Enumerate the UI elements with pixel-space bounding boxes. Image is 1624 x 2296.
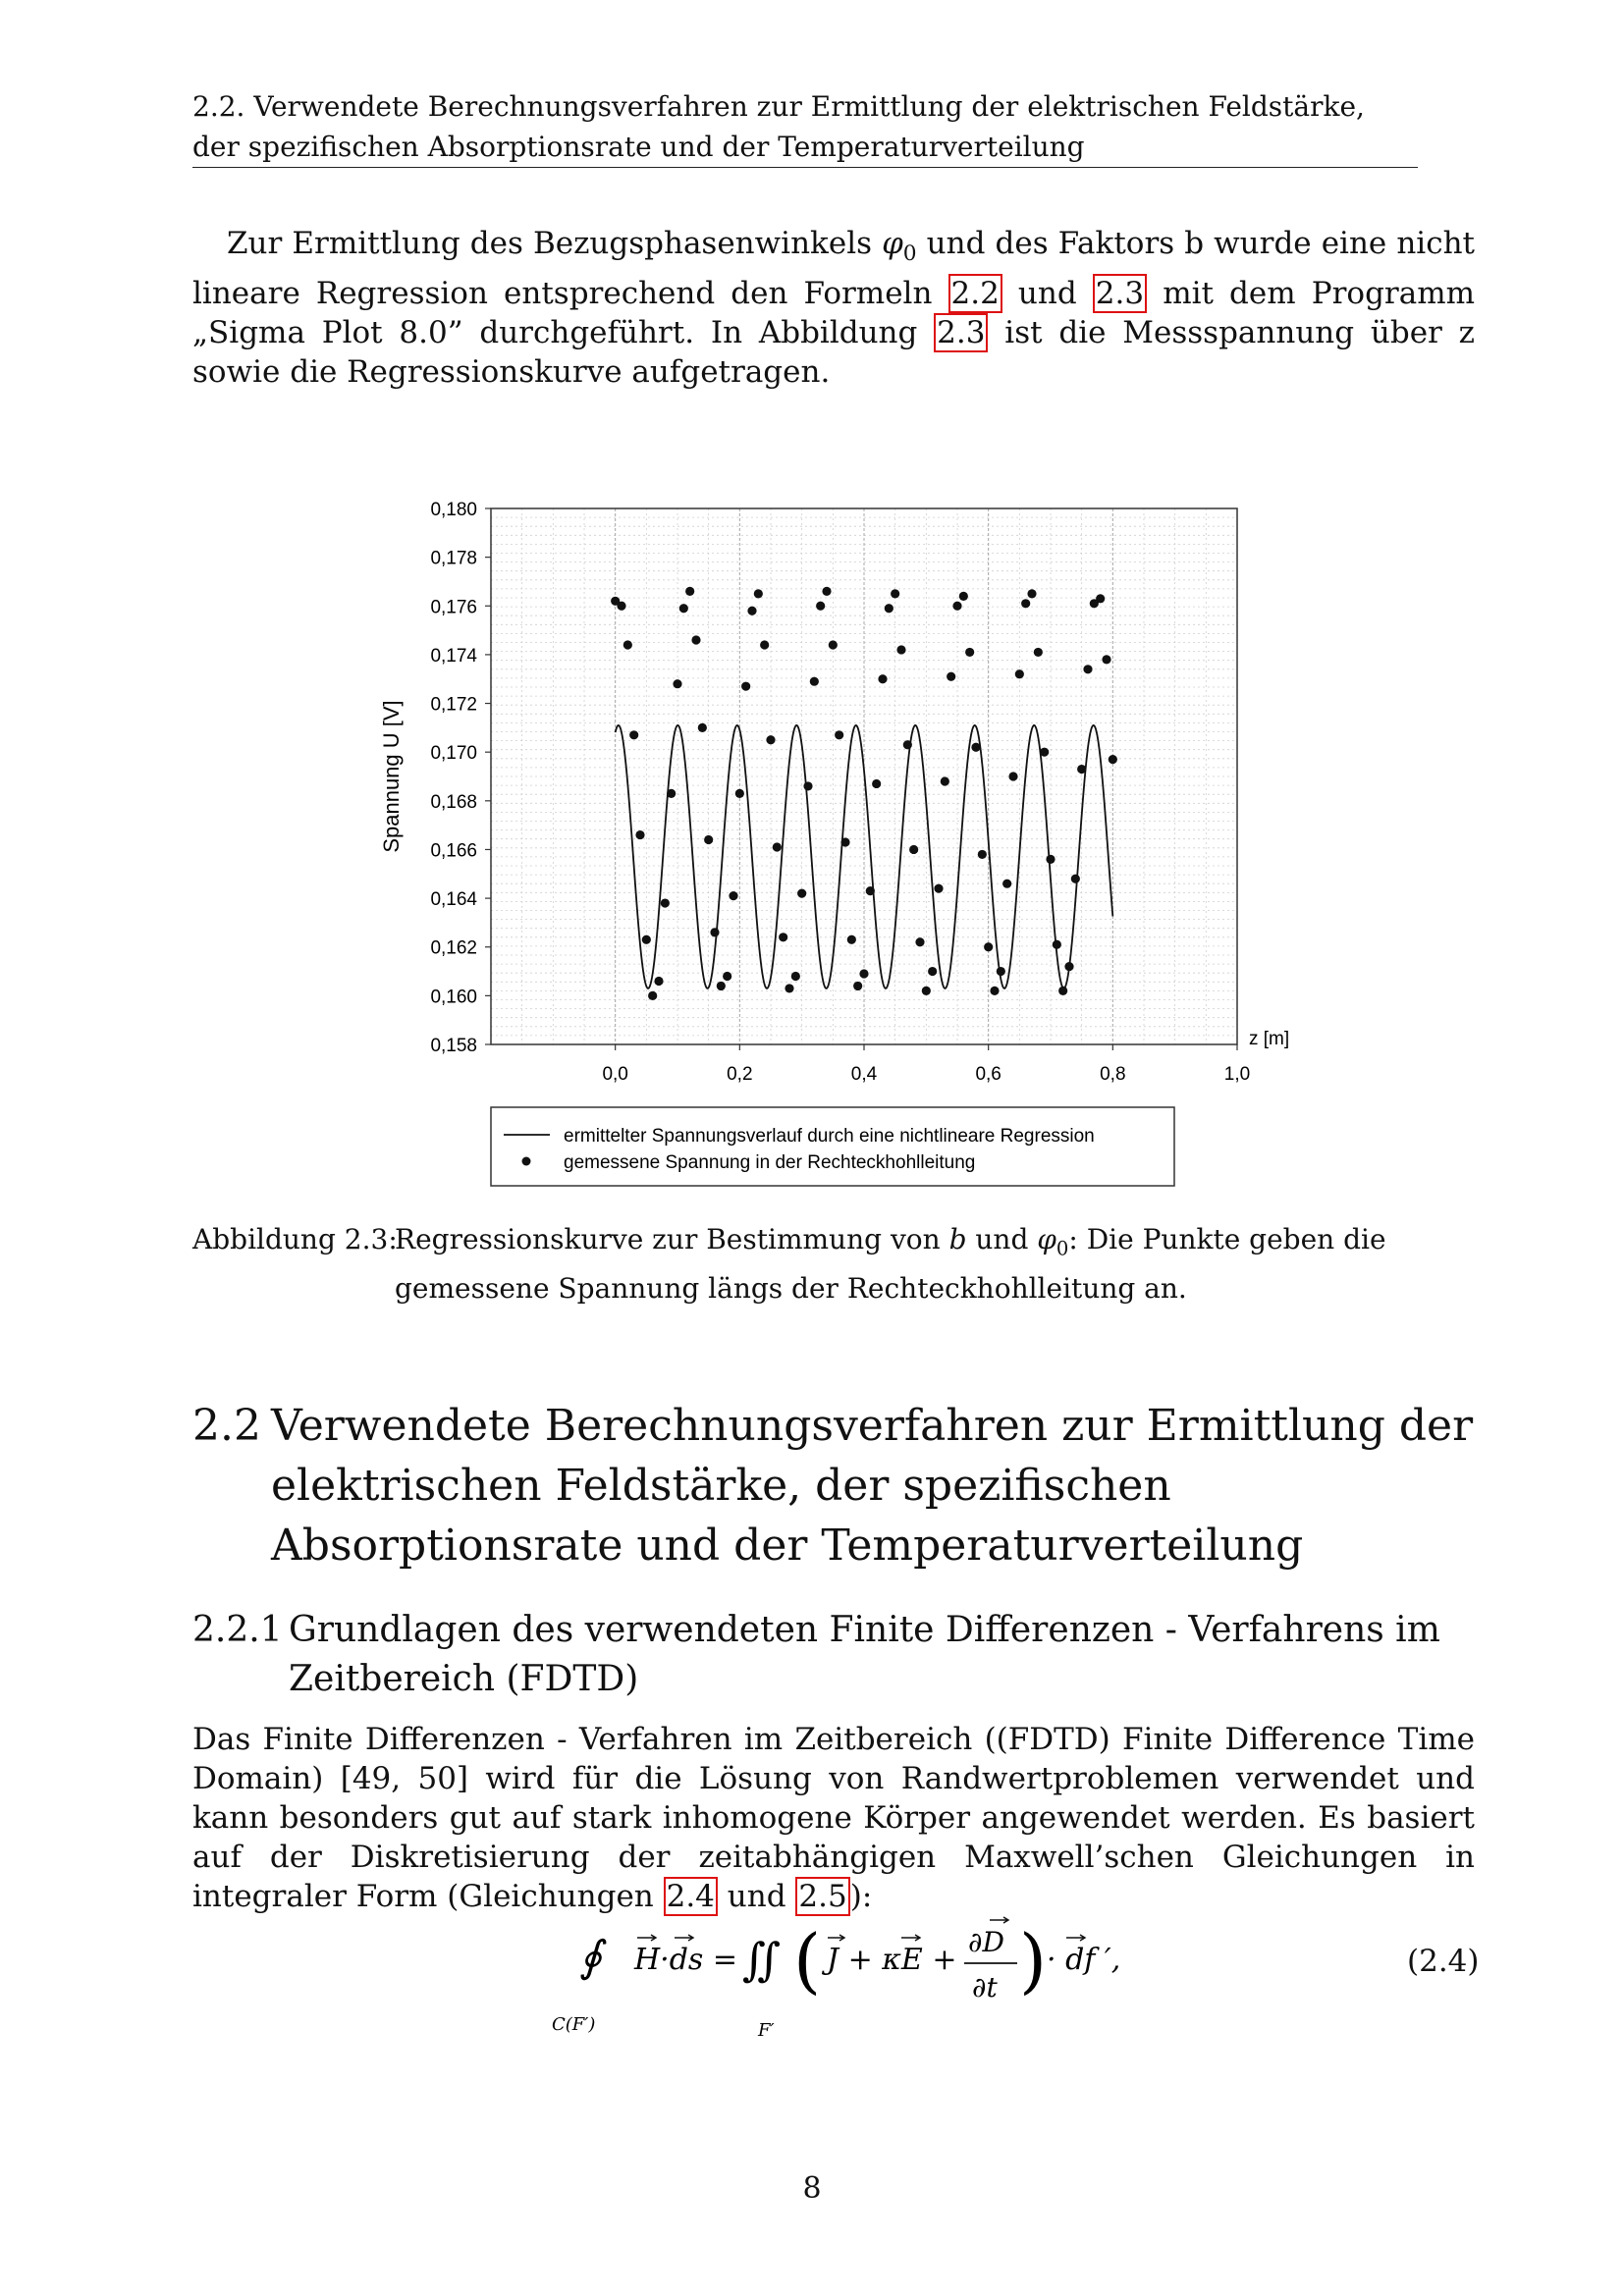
data-point [760,640,769,649]
y-tick-label: 0,172 [430,694,477,716]
data-point [1008,772,1017,780]
data-point [766,735,775,744]
section-number: 2.2 [192,1401,261,1451]
data-point [866,886,875,895]
data-point [853,982,862,990]
data-point [934,884,943,893]
x-tick-label: 0,6 [975,1064,1001,1085]
data-point [741,682,750,691]
legend-box [491,1107,1174,1186]
data-point [978,850,987,859]
y-tick-label: 0,180 [430,500,477,520]
data-point [642,935,651,944]
x-axis-ticks [602,1044,1250,1085]
data-point [710,928,719,936]
data-point [803,781,812,790]
data-point [661,898,670,907]
equation-number: (2.4) [1407,1944,1480,1979]
data-point [654,977,663,986]
data-point [891,589,899,598]
phi-symbol: φ [882,226,903,261]
data-point [1021,599,1030,608]
x-tick-label: 0,8 [1100,1064,1126,1085]
data-point [704,835,713,844]
data-point [990,987,999,995]
legend-dot-label: gemessene Spannung in der Rechteckhohlleitung [564,1152,976,1173]
data-point [679,604,688,613]
contour-subscript: C(F′) [552,2014,596,2035]
y-tick-label: 0,168 [430,791,477,813]
data-point [1071,875,1080,883]
y-tick-label: 0,178 [430,548,477,569]
subsection-number: 2.2.1 [192,1610,283,1650]
fraction-denominator: ∂t [972,1971,998,2003]
y-tick-label: 0,176 [430,597,477,618]
data-point [810,677,819,686]
data-point [872,779,881,788]
data-point [829,640,838,649]
data-point [717,982,726,990]
caption-label: Abbildung 2.3: [192,1223,398,1255]
y-tick-label: 0,166 [430,840,477,862]
data-point [909,845,918,854]
figure-caption [192,1220,1475,1308]
data-point [947,672,955,681]
arrow-df [1066,1935,1085,1941]
x-tick-label: 0,4 [850,1064,878,1085]
data-point [685,587,694,596]
fraction-numerator: ∂D [968,1926,1004,1958]
data-point [673,679,681,688]
left-paren: ( [793,1919,822,2002]
y-axis-label: Spannung U [V] [379,700,404,853]
data-point [729,891,737,900]
data-point [773,842,782,851]
ref-formula-2-2[interactable]: 2.2 [948,274,1002,313]
data-point [791,972,800,981]
data-point [885,604,893,613]
data-point [754,589,763,598]
data-point [1046,855,1055,864]
data-point [840,837,849,846]
data-point [698,723,707,732]
vector-arrows [637,1917,1085,1941]
surface-subscript: F′ [758,2020,775,2041]
regression-chart [363,491,1306,1217]
legend-dot-swatch [522,1157,531,1166]
x-tick-label: 1,0 [1223,1064,1251,1085]
right-paren: ) [1019,1919,1048,2002]
y-tick-label: 0,162 [430,937,477,959]
rhs-term: · df ′, [1047,1943,1121,1977]
y-tick-label: 0,160 [430,987,477,1008]
data-point [779,933,787,941]
arrow-ds [675,1935,693,1941]
data-point [1034,648,1043,657]
data-point [847,935,856,944]
data-point [1027,589,1036,598]
x-tick-label: 0,2 [727,1064,753,1085]
data-point [878,674,887,683]
data-point [903,740,912,749]
arrow-j [828,1935,844,1941]
y-axis-ticks [430,500,491,1056]
equation-2-4 [550,1914,1121,2042]
data-point [915,937,924,946]
data-point [785,984,793,992]
data-point [1015,669,1024,678]
j-term: J + κE + [827,1943,957,1977]
arrow-e [901,1935,920,1941]
data-point [629,730,638,739]
data-point [617,602,625,611]
caption-text: Regressionskurve zur Bestimmung von b und $\varphi_0$: Die Punkte geben die gemessene Spannung längs der Rechteckhohlleitung an. [395,1223,1386,1305]
data-point [822,587,831,596]
data-point [797,889,806,898]
x-tick-label: 0,0 [602,1064,628,1085]
data-point [928,967,937,976]
data-point [965,648,974,657]
data-point [971,743,980,752]
arrow-d [990,1917,1008,1923]
data-point [896,645,905,654]
data-point [1077,765,1086,774]
page-number: 8 [802,2171,822,2206]
y-tick-label: 0,158 [430,1036,477,1056]
data-point [959,592,968,601]
data-point [1109,755,1117,764]
data-point [835,730,843,739]
data-point [667,789,676,798]
legend-line-label: ermittelter Spannungsverlauf durch eine nichtlineare Regression [564,1126,1095,1147]
data-point [1102,655,1110,664]
data-point [691,635,700,644]
y-tick-label: 0,164 [430,889,477,911]
running-header: 2.2. Verwendete Berechnungsverfahren zur Ermittlung der elektrischen Feldstärke, der spezifischen Absorptionsrate und der Temperaturverteilung [192,90,1365,163]
data-point [1083,665,1092,673]
y-tick-label: 0,174 [430,645,477,667]
data-point [859,969,868,978]
ref-equation-2-5[interactable]: 2.5 [795,1877,849,1916]
data-point [723,972,731,981]
intro-paragraph: Zur Ermittlung des Bezugsphasenwinkels $\varphi_0$ und des Faktors b wurde eine nicht lineare Regression entsprechend den Formeln 2.2 und 2.3 mit dem Programm „Sigma Plot 8.0” durchgeführt. In Abbildung 2.3 ist die Messspannung über z sowie die Regressionskurve aufgetragen. [192,226,1476,391]
subsection-heading [192,1606,1475,1704]
ref-equation-2-4[interactable]: 2.4 [664,1877,718,1916]
arrow-h [637,1935,656,1941]
ref-figure-2-3[interactable]: 2.3 [934,313,988,352]
data-point [1040,748,1049,757]
subsection-title: Grundlagen des verwendeten Finite Differenzen - Verfahrens im Zeitbereich (FDTD) [289,1610,1440,1699]
data-point [735,789,744,798]
data-point [816,602,825,611]
data-point [635,830,644,839]
data-point [922,987,931,995]
data-point [941,776,949,785]
section-title: Verwendete Berechnungsverfahren zur Ermittlung der elektrischen Feldstärke, der spezifischen Absorptionsrate und der Temperaturverteilung [271,1401,1474,1571]
ref-formula-2-3[interactable]: 2.3 [1093,274,1147,313]
data-point [747,607,756,615]
data-point [1096,594,1105,603]
contour-integral: ∮ [579,1932,602,1982]
data-point [1058,987,1067,995]
data-point [1002,880,1011,888]
body-paragraph: Das Finite Differenzen - Verfahren im Zeitbereich ((FDTD) Finite Difference Time Domain) [49, 50] wird für die Lösung von Randwertproblemen verwendet und kann besonders gut auf stark inhomogene Körper angewendet werden. Es basiert auf der Diskretisierung der zeitabhängigen Maxwell’schen Gleichungen in integraler Form (Gleichungen 2.4 und 2.5): [192,1722,1475,1914]
lhs-term: H·ds = [634,1943,737,1977]
surface-integral: ∬ [742,1933,782,1986]
data-point [952,602,961,611]
y-tick-label: 0,170 [430,743,477,765]
x-axis-label: z [m] [1249,1029,1290,1049]
data-point [1053,940,1061,949]
data-point [1064,962,1073,971]
data-point [984,942,993,951]
data-point [648,991,657,1000]
section-heading [192,1396,1475,1575]
data-point [997,967,1005,976]
data-point [623,640,632,649]
header-rule [192,167,1418,168]
